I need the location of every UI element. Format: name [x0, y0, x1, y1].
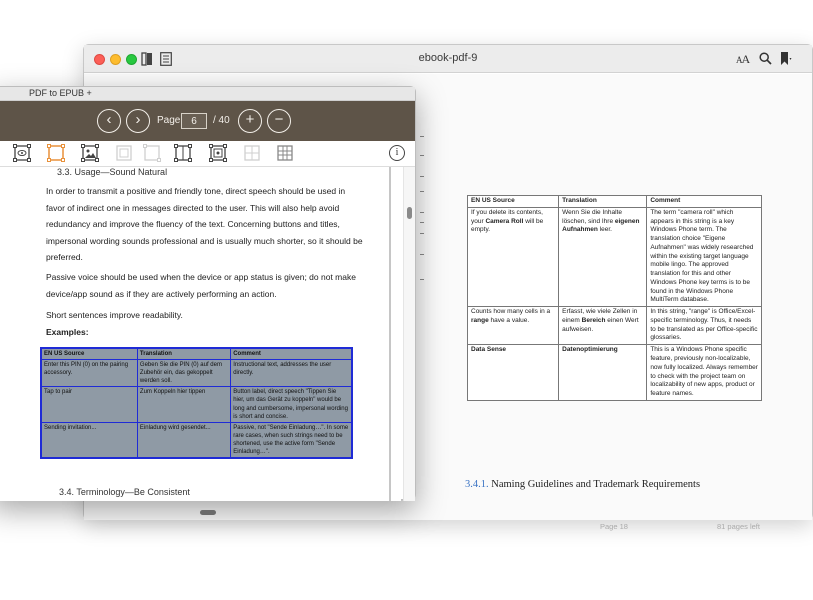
translation-cell: Geben Sie die PIN (0) auf dem Zubehör ein, das gekoppelt werden soll. — [137, 360, 230, 387]
window-resize-handle[interactable] — [200, 510, 216, 515]
translation-cell: Erfasst, wie viele Zellen in einem Bereich einen Wert aufweisen. — [559, 307, 647, 345]
translation-term: eigenen Aufnahmen — [562, 217, 640, 234]
comment-cell: This is a Windows Phone specific feature, previously non-localizable, now fully localized. Always remember to check with the project team on localizability of new apps, product or feature names. — [647, 345, 762, 401]
table-row — [41, 422, 352, 458]
page-number-input[interactable] — [181, 113, 207, 129]
page-border — [389, 167, 391, 501]
comment-cell: Passive, not "Sende Einladung…". In some rare cases, when such strings need to be shortened, use the active form "Sende Einladung…". — [231, 422, 352, 458]
table-header-row — [468, 196, 762, 208]
page-edge-mark — [420, 254, 424, 255]
source-term: range — [471, 316, 489, 324]
zoom-out-button[interactable]: − — [267, 109, 291, 133]
next-section-heading: 3.4. Terminology—Be Consistent — [59, 487, 190, 497]
page-edge-mark — [420, 233, 424, 234]
table-header-cell: EN US Source — [468, 196, 559, 208]
source-cell: Data Sense — [468, 345, 559, 401]
pdf-tool-icon-bar — [0, 141, 415, 167]
comment-cell: The term "camera roll" which appears in this string is a key Windows Phone term. The translation choice "Eigene Aufnahmen" was widely researched within the existing target language mobile lingo. The approved translation for this and other Windows Phone key terms is to be found in the Windows Phone MultiTerm database. — [647, 207, 762, 306]
page-edge-mark — [420, 279, 424, 280]
page-edge-mark — [420, 212, 424, 213]
page-edge-mark — [420, 176, 424, 177]
image-frame-icon[interactable] — [81, 144, 99, 162]
font-size-icon[interactable]: AA — [736, 52, 750, 66]
table-header-cell: Translation — [559, 196, 647, 208]
vertical-scrollbar[interactable] — [403, 167, 415, 501]
image-region-icon[interactable] — [209, 144, 227, 162]
prev-page-button[interactable]: ‹ — [97, 109, 121, 133]
page-label: Page — [157, 115, 181, 126]
table-row — [468, 345, 762, 401]
page-edge-mark — [420, 136, 424, 137]
pdf-window-title: PDF to EPUB + — [29, 88, 92, 98]
zoom-in-button[interactable]: + — [238, 109, 262, 133]
source-cell: Enter this PIN (0) on the pairing accessory. — [41, 360, 137, 387]
table-header-cell: Translation — [137, 348, 230, 360]
text-frame-icon[interactable] — [13, 144, 31, 162]
ebook-terminology-table — [467, 195, 762, 401]
table-row — [468, 307, 762, 345]
section-heading: 3.3. Usage—Sound Natural — [57, 167, 168, 177]
paragraph: Short sentences improve readability. — [46, 310, 183, 320]
scrollbar-thumb[interactable] — [407, 207, 412, 219]
source-cell: If you delete its contents, your Camera Roll will be empty. — [468, 207, 559, 306]
grid-frame-icon[interactable] — [276, 144, 294, 162]
comment-cell: In this string, "range" is Office/Excel-specific terminology. Thus, it needs to be translated as per Office-specific glossaries. — [647, 307, 762, 345]
table-header-cell: Comment — [231, 348, 352, 360]
table-row — [41, 360, 352, 387]
page-edge-mark — [420, 191, 424, 192]
next-page-button[interactable]: › — [126, 109, 150, 133]
section-title: Naming Guidelines and Trademark Requirements — [491, 479, 701, 490]
search-icon[interactable] — [759, 52, 772, 65]
pdf-titlebar — [0, 87, 415, 101]
source-term: Camera Roll — [485, 217, 524, 225]
ebook-window-title: ebook-pdf-9 — [418, 52, 478, 64]
translation-cell: Wenn Sie die Inhalte löschen, sind Ihre eigenen Aufnahmen leer. — [559, 207, 647, 306]
source-cell: Counts how many cells in a range have a value. — [468, 307, 559, 345]
disabled-grid-icon — [243, 144, 261, 162]
ebook-titlebar — [84, 45, 812, 73]
info-icon[interactable]: i — [389, 145, 405, 161]
bookmark-icon[interactable] — [780, 52, 792, 66]
page-edge-mark — [420, 155, 424, 156]
source-cell: Sending invitation... — [41, 422, 137, 458]
page-total-label: / 40 — [213, 115, 230, 126]
paragraph: Passive voice should be used when the device or app status is given; do not make device/app sound as if they are actively performing an action. — [46, 272, 356, 299]
paragraph: In order to transmit a positive and friendly tone, direct speech should be used in favor of indirect one in messages directed to the user. This will also help avoid redundancy and improve the fluency of the text. Concerning buttons and titles, impersonal wording sounds professional and is usually much shorter, so it should be preferred. — [46, 186, 363, 262]
page-edge-mark — [420, 222, 424, 223]
section-number-link[interactable]: 3.4.1. — [465, 479, 489, 490]
pdf-toolbar — [0, 101, 415, 141]
disabled-frame-icon — [143, 144, 161, 162]
page-number-label: Page 18 — [600, 522, 628, 531]
pdf-page-content — [0, 167, 401, 501]
examples-table[interactable] — [40, 347, 353, 459]
translation-term: Bereich — [581, 316, 606, 324]
pdf-to-epub-window — [0, 86, 416, 500]
add-image-icon — [115, 144, 133, 162]
table-header-cell: EN US Source — [41, 348, 137, 360]
comment-cell: Button label, direct speech "Tippen Sie hier, um das Gerät zu koppeln" would be long and cumbersome, impersonal wording is short and concise. — [231, 387, 352, 422]
examples-label: Examples: — [46, 327, 89, 337]
table-row — [468, 207, 762, 306]
translation-cell: Einladung wird gesendet... — [137, 422, 230, 458]
column-frame-icon[interactable] — [174, 144, 192, 162]
source-cell: Tap to pair — [41, 387, 137, 422]
translation-cell: Zum Koppeln hier tippen — [137, 387, 230, 422]
translation-cell: Datenoptimierung — [559, 345, 647, 401]
table-header-row — [41, 348, 352, 360]
comment-cell: Instructional text, addresses the user directly. — [231, 360, 352, 387]
pages-left-label: 81 pages left — [717, 522, 760, 531]
select-frame-icon[interactable] — [47, 144, 65, 162]
table-header-cell: Comment — [647, 196, 762, 208]
table-row — [41, 387, 352, 422]
section-heading — [465, 479, 700, 490]
